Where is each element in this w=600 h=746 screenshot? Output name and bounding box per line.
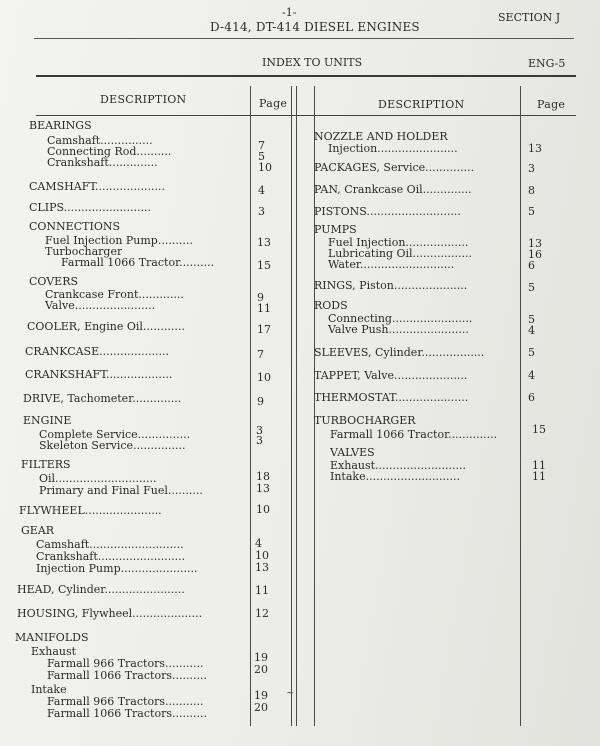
left-entry-label: Turbocharger <box>45 245 123 258</box>
left-entry-page: 20 <box>254 663 268 676</box>
right-entry-page: 15 <box>532 423 546 436</box>
right-description-header: DESCRIPTION <box>378 98 465 111</box>
left-entry-page: 7 <box>257 348 264 361</box>
right-entry-page: 4 <box>528 324 535 337</box>
left-entry-page: 9 <box>257 395 264 408</box>
left-entry-label: Camshaft........................... <box>36 538 184 551</box>
left-page-header: Page <box>259 97 288 110</box>
left-entry-label: DRIVE, Tachometer.............. <box>23 392 182 405</box>
left-entry-label: Camshaft............... <box>47 134 153 147</box>
right-entry-label: Exhaust.......................... <box>330 459 466 472</box>
left-entry-label: ENGINE <box>23 414 72 427</box>
left-entry-label: FILTERS <box>21 458 71 471</box>
left-entry-label: FLYWHEEL...................... <box>19 504 162 517</box>
left-entry-label: CRANKSHAFT................... <box>25 368 173 381</box>
table-header-rule <box>36 115 576 116</box>
right-entry-page: 5 <box>528 346 535 359</box>
left-entry-label: Fuel Injection Pump.......... <box>45 234 193 247</box>
left-entry-page: 13 <box>257 236 271 249</box>
left-entry-label: Exhaust <box>31 645 77 658</box>
page-number: -1- <box>282 6 297 19</box>
left-entry-page: 17 <box>257 323 271 336</box>
left-entry-label: Intake <box>31 683 67 696</box>
left-entry-label: Complete Service............... <box>39 428 191 441</box>
left-entry-page: 13 <box>256 482 270 495</box>
right-entry-label: TURBOCHARGER <box>314 414 416 427</box>
left-entry-label: HEAD, Cylinder....................... <box>17 583 185 596</box>
left-entry-label: COOLER, Engine Oil............ <box>27 320 185 333</box>
left-entry-label: Crankshaft.............. <box>47 156 158 169</box>
left-entry-page: 11 <box>255 584 269 597</box>
left-entry-page: 7 <box>258 139 265 152</box>
left-entry-page: 9 <box>257 291 264 304</box>
left-entry-page: 19 <box>254 689 268 702</box>
right-entry-page: 6 <box>528 391 535 404</box>
left-entry-page: 13 <box>255 561 269 574</box>
left-entry-label: Farmall 1066 Tractors.......... <box>47 707 207 720</box>
left-entry-label: BEARINGS <box>29 119 92 132</box>
left-entry-label: CRANKCASE.................... <box>25 345 170 358</box>
left-entry-page: 10 <box>258 161 272 174</box>
column-divider <box>291 86 292 726</box>
left-entry-label: Crankshaft......................... <box>36 550 186 563</box>
left-entry-label: MANIFOLDS <box>15 631 89 644</box>
left-entry-page: 3 <box>258 205 265 218</box>
left-entry-page: 5 <box>258 150 265 163</box>
column-divider <box>296 86 297 726</box>
left-entry-label: HOUSING, Flywheel.................... <box>17 607 203 620</box>
column-divider <box>520 86 521 726</box>
right-entry-label: TAPPET, Valve..................... <box>314 369 468 382</box>
left-entry-label: Oil............................. <box>39 472 157 485</box>
right-entry-page: 13 <box>528 237 542 250</box>
section-label: SECTION J <box>498 11 561 24</box>
eng-code: ENG-5 <box>528 57 566 70</box>
right-entry-page: 11 <box>532 459 546 472</box>
left-entry-label: Injection Pump...................... <box>36 562 198 575</box>
right-entry-page: 8 <box>528 184 535 197</box>
right-entry-page: 5 <box>528 205 535 218</box>
header-rule <box>34 38 574 39</box>
left-entry-label: CLIPS......................... <box>29 201 152 214</box>
left-entry-label: Farmall 966 Tractors........... <box>47 657 204 670</box>
left-entry-page: 18 <box>256 470 270 483</box>
left-entry-page: 4 <box>255 537 262 550</box>
left-entry-label: CAMSHAFT.................... <box>29 180 165 193</box>
right-entry-page: 3 <box>528 162 535 175</box>
left-entry-page: 10 <box>257 371 271 384</box>
right-entry-label: PAN, Crankcase Oil.............. <box>314 183 472 196</box>
right-entry-page: 6 <box>528 259 535 272</box>
right-entry-label: RINGS, Piston..................... <box>314 279 468 292</box>
right-entry-label: NOZZLE AND HOLDER <box>314 130 448 143</box>
right-entry-page: 16 <box>528 248 542 261</box>
left-entry-label: Farmall 1066 Tractor.......... <box>61 256 215 269</box>
left-entry-page: 15 <box>257 259 271 272</box>
right-entry-label: PISTONS........................... <box>314 205 461 218</box>
right-entry-page: 5 <box>528 281 535 294</box>
right-entry-label: Fuel Injection.................. <box>328 236 469 249</box>
left-entry-label: Crankcase Front............. <box>45 288 184 301</box>
left-entry-label: Valve....................... <box>45 299 156 312</box>
right-entry-label: Injection....................... <box>328 142 458 155</box>
right-entry-label: SLEEVES, Cylinder.................. <box>314 346 485 359</box>
right-entry-page: 11 <box>532 470 546 483</box>
left-entry-page: 3 <box>256 434 263 447</box>
left-description-header: DESCRIPTION <box>100 93 187 106</box>
right-entry-label: Farmall 1066 Tractor.............. <box>330 428 498 441</box>
left-entry-label: COVERS <box>29 275 79 288</box>
right-entry-page: 4 <box>528 369 535 382</box>
right-entry-label: RODS <box>314 299 348 312</box>
column-divider <box>250 86 251 726</box>
left-entry-page: 20 <box>254 701 268 714</box>
left-entry-label: Primary and Final Fuel.......... <box>39 484 203 497</box>
right-entry-label: VALVES <box>330 446 375 459</box>
right-entry-page: 5 <box>528 313 535 326</box>
right-entry-label: PACKAGES, Service.............. <box>314 161 475 174</box>
right-entry-label: Lubricating Oil................. <box>328 247 472 260</box>
index-title: INDEX TO UNITS <box>262 56 363 69</box>
left-entry-page: 12 <box>255 607 269 620</box>
left-entry-page: 11 <box>257 302 271 315</box>
column-divider <box>314 86 315 726</box>
table-top-rule <box>36 75 576 77</box>
left-entry-label: GEAR <box>21 524 55 537</box>
left-entry-page: 10 <box>256 503 270 516</box>
right-entry-label: Intake........................... <box>330 470 460 483</box>
left-entry-page: 4 <box>258 184 265 197</box>
right-entry-label: Valve Push....................... <box>328 323 469 336</box>
left-entry-label: Connecting Rod.......... <box>47 145 172 158</box>
right-entry-label: Connecting....................... <box>328 312 473 325</box>
left-entry-page: 10 <box>255 549 269 562</box>
left-entry-label: Farmall 966 Tractors........... <box>47 695 204 708</box>
stray-mark: ~ <box>286 688 295 699</box>
left-entry-label: Farmall 1066 Tractors.......... <box>47 669 207 682</box>
document-title: D-414, DT-414 DIESEL ENGINES <box>210 20 420 34</box>
left-entry-page: 19 <box>254 651 268 664</box>
right-entry-label: THERMOSTAT..................... <box>314 391 469 404</box>
right-entry-label: PUMPS <box>314 223 357 236</box>
left-entry-label: CONNECTIONS <box>29 220 120 233</box>
left-entry-page: 3 <box>256 424 263 437</box>
right-page-header: Page <box>537 98 566 111</box>
right-entry-label: Water........................... <box>328 258 455 271</box>
right-entry-page: 13 <box>528 142 542 155</box>
left-entry-label: Skeleton Service............... <box>39 439 186 452</box>
